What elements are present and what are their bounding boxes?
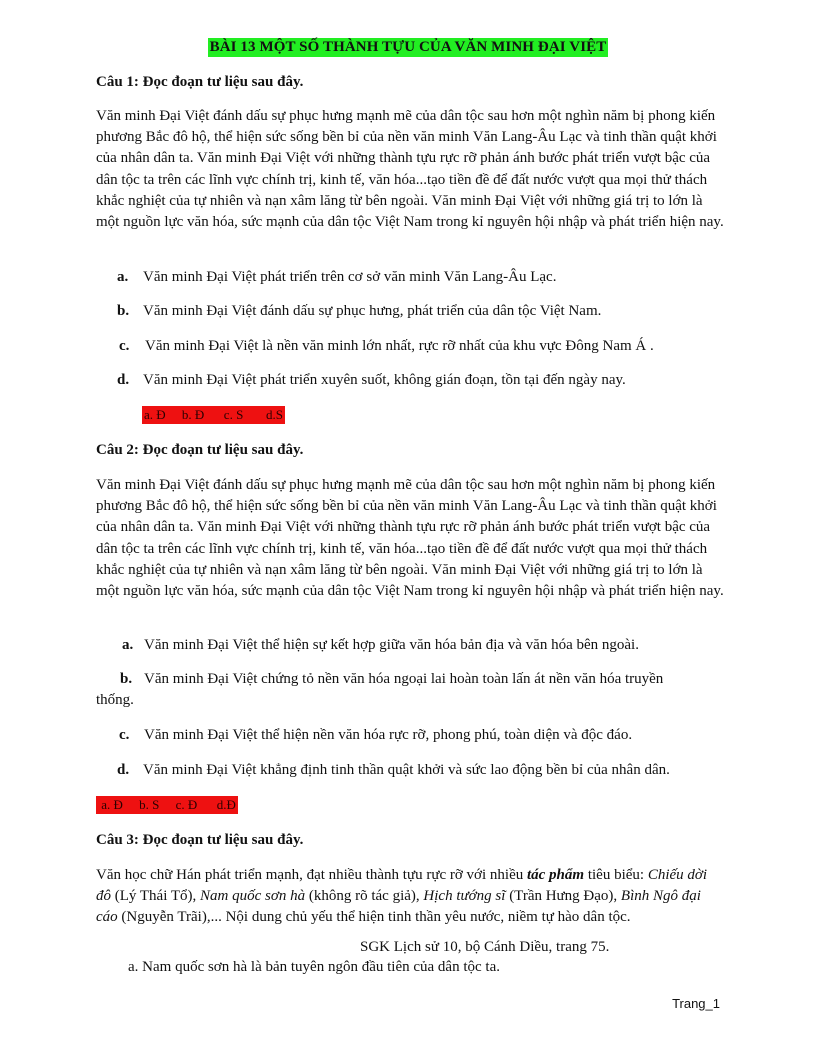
q1-item-c-label: c.: [119, 338, 130, 354]
q3-item-a: a. Nam quốc sơn hà là bản tuyên ngôn đầu tiên của dân tộc ta.: [128, 959, 500, 975]
q1-item-c: [119, 338, 654, 355]
q2-heading: Câu 2: Đọc đoạn tư liệu sau đây.: [96, 442, 304, 458]
q2-item-b-text: Văn minh Đại Việt chứng tỏ nền văn hóa ngoại lai hoàn toàn lấn át nền văn hóa truyền: [144, 671, 664, 687]
q2-item-a-label: a.: [122, 637, 134, 653]
q2-item-d: [117, 762, 670, 779]
q3-heading: Câu 3: Đọc đoạn tư liệu sau đây.: [96, 832, 304, 848]
title-wrap: [0, 38, 816, 57]
lesson-title: BÀI 13 MỘT SỐ THÀNH TỰU CỦA VĂN MINH ĐẠI VIỆT: [209, 39, 607, 55]
q1-answer-key: a. Đ b. Đ c. S d.S: [144, 407, 284, 422]
q3-author-3: (Trần Hưng Đạo),: [505, 888, 621, 905]
q3-work-1: Chiếu dời đô: [96, 867, 708, 905]
q3-paragraph: [96, 865, 721, 929]
q2-item-d-text: Văn minh Đại Việt khẳng định tinh thần quật khởi và sức lao động bền bỉ của nhân dân.: [143, 762, 670, 778]
q1-paragraph: Văn minh Đại Việt đánh dấu sự phục hưng mạnh mẽ của dân tộc sau hơn một nghìn năm bị phong kiến phương Bắc đô hộ, thể hiện sức sống bền bỉ của nền văn minh Văn Lang-Âu Lạc và tinh thần quật khởi của nhân dân ta. Văn minh Đại Việt với những thành tựu rực rỡ phản ánh bước phát triển vượt bậc của dân tộc ta trên các lĩnh vực chính trị, kinh tế, văn hóa...tạo tiền đề để đất nước vượt qua mọi thử thách khắc nghiệt của tự nhiên và nạn xâm lăng từ bên ngoài. Văn minh Đại Việt với những giá trị to lớn là một nguồn lực văn hóa, sức mạnh của dân tộc Việt Nam trong kỉ nguyên hội nhập và phát triển hiện nay.: [96, 108, 724, 231]
q3-work-2: Nam quốc sơn hà: [200, 888, 306, 905]
q1-item-b-label: b.: [117, 303, 130, 319]
q1-item-d: [117, 372, 626, 389]
q1-item-c-text: Văn minh Đại Việt là nền văn minh lớn nhất, rực rỡ nhất của khu vực Đông Nam Á .: [145, 338, 654, 354]
q3-author-1: (Lý Thái Tổ),: [111, 888, 201, 905]
q1-heading: Câu 1: Đọc đoạn tư liệu sau đây.: [96, 74, 304, 90]
q1-item-d-text: Văn minh Đại Việt phát triển xuyên suốt, không gián đoạn, tồn tại đến ngày nay.: [143, 372, 626, 388]
q3-source: SGK Lịch sử 10, bộ Cánh Diều, trang 75.: [360, 939, 610, 955]
q3-text-2: tiêu biểu:: [584, 867, 645, 883]
q2-answer-key: a. Đ b. S c. Đ d.Đ: [98, 797, 236, 812]
page-number: Trang_1: [672, 996, 720, 1011]
q3-text-1: Văn học chữ Hán phát triển mạnh, đạt nhiều thành tựu rực rỡ với nhiều: [96, 867, 527, 883]
q2-item-c-label: c.: [119, 727, 130, 743]
q3-author-2: (không rõ tác giả),: [305, 888, 424, 905]
q2-item-d-label: d.: [117, 762, 130, 778]
q3-author-4: (Nguyễn Trãi),... Nội dung chủ yếu thể hiện tinh thần yêu nước, niềm tự hào dân tộc.: [117, 909, 631, 926]
q2-item-b: [120, 671, 663, 688]
q2-item-b-label: b.: [120, 671, 133, 687]
q1-item-a-label: a.: [117, 269, 129, 285]
q1-item-b-text: Văn minh Đại Việt đánh dấu sự phục hưng, phát triển của dân tộc Việt Nam.: [143, 303, 602, 319]
q1-item-a: [117, 269, 556, 286]
q2-item-c: [119, 727, 632, 744]
q3-work-4: Bình Ngô đại cáo: [96, 888, 701, 926]
q2-item-b-cont: thống.: [96, 692, 134, 708]
q1-item-b: [117, 303, 601, 320]
q2-paragraph: Văn minh Đại Việt đánh dấu sự phục hưng mạnh mẽ của dân tộc sau hơn một nghìn năm bị phong kiến phương Bắc đô hộ, thể hiện sức sống bền bỉ của nền văn minh Văn Lang-Âu Lạc và tinh thần quật khởi của nhân dân ta. Văn minh Đại Việt với những thành tựu rực rỡ phản ánh bước phát triển vượt bậc của dân tộc ta trên các lĩnh vực chính trị, kinh tế, văn hóa...tạo tiền đề để đất nước vượt qua mọi thử thách khắc nghiệt của tự nhiên và nạn xâm lăng từ bên ngoài. Văn minh Đại Việt với những giá trị to lớn là một nguồn lực văn hóa, sức mạnh của dân tộc Việt Nam trong kỉ nguyên hội nhập và phát triển hiện nay.: [96, 477, 724, 600]
q1-item-d-label: d.: [117, 372, 130, 388]
q2-item-c-text: Văn minh Đại Việt thể hiện nền văn hóa rực rỡ, phong phú, toàn diện và độc đáo.: [144, 727, 633, 743]
q1-item-a-text: Văn minh Đại Việt phát triển trên cơ sở văn minh Văn Lang-Âu Lạc.: [143, 269, 557, 285]
q3-emphasis: tác phẩm: [526, 867, 585, 883]
q2-item-a: [122, 637, 639, 654]
q3-work-3: Hịch tướng sĩ: [423, 888, 506, 905]
q2-item-a-text: Văn minh Đại Việt thể hiện sự kết hợp giữa văn hóa bản địa và văn hóa bên ngoài.: [144, 637, 639, 653]
